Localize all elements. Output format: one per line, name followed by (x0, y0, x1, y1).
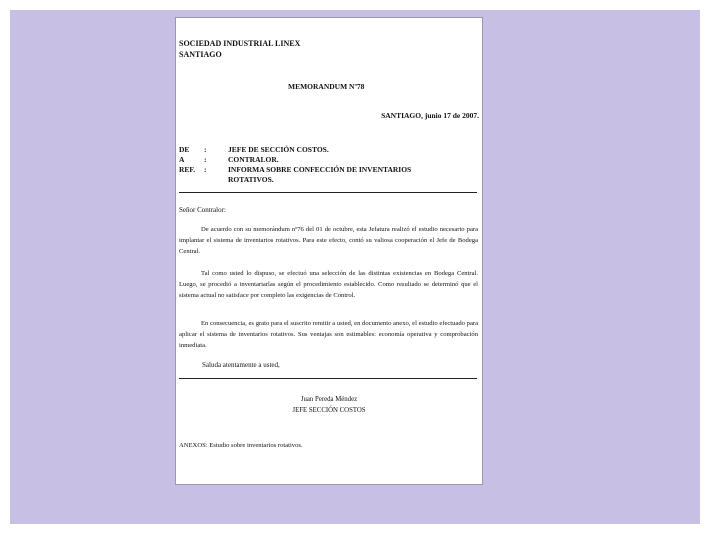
memo-annex: ANEXOS: Estudio sobre inventarios rotativos. (179, 442, 303, 449)
memo-document (175, 17, 483, 485)
header-colon: : (204, 165, 207, 174)
signer-name: Juan Pereda Méndez (300, 396, 358, 403)
company-name: SOCIEDAD INDUSTRIAL LINEX (179, 39, 301, 48)
header-divider (179, 192, 477, 193)
memo-title: MEMORANDUM Nº78 (288, 82, 365, 91)
closing-divider (179, 378, 477, 379)
header-value-ref-cont: ROTATIVOS. (228, 175, 274, 184)
header-value-ref: INFORMA SOBRE CONFECCIÓN DE INVENTARIOS (228, 165, 412, 174)
memo-paragraph: Tal como usted lo dispuso, se efectuó una selección de las distintas existencias en Bodega Central. Luego, se procedió a inventariarlas según el procedimiento establecido. Como resultado se determinó que el sistema actual no satisface por completo las exigencias de Control. (179, 270, 478, 299)
header-label-to: A (179, 155, 185, 164)
header-colon: : (204, 155, 207, 164)
memo-paragraph: En consecuencia, es grato para el suscrito remitir a usted, en documento anexo, el estudio efectuado para aplicar el sistema de inventarios rotativos. Sus ventajas son estimables: economía operativa y comprobación inmediata. (179, 320, 478, 349)
header-label-from: DE (179, 145, 190, 154)
memo-closing: Saluda atentamente a usted, (202, 361, 280, 369)
header-value-from: JEFE DE SECCIÓN COSTOS. (228, 145, 329, 154)
signer-title: JEFE SECCIÓN COSTOS (292, 407, 366, 414)
memo-greeting: Señor Contralor: (179, 206, 226, 214)
memo-date: SANTIAGO, junio 17 de 2007. (381, 111, 479, 120)
header-label-ref: REF. (179, 165, 196, 174)
memo-paragraph: De acuerdo con su memorándum nº76 del 01 de octubre, esta Jefatura realizó el estudio necesario para implantar el sistema de inventarios rotativos. Para este efecto, contó su valiosa cooperación el Jefe de Bodega Central. (179, 226, 478, 255)
header-value-to: CONTRALOR. (228, 155, 279, 164)
header-colon: : (204, 145, 207, 154)
company-city: SANTIAGO (179, 50, 222, 59)
